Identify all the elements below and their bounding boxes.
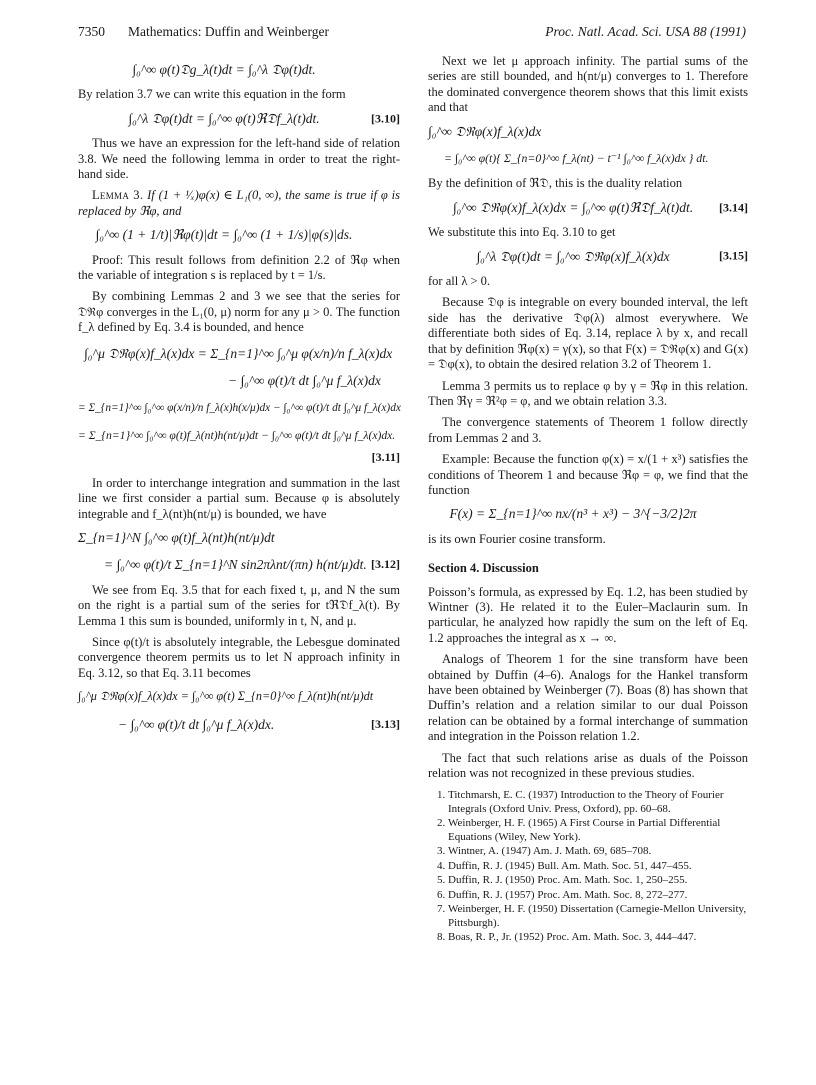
lemma-3: [78, 188, 400, 219]
equation-tag: [3.11]: [371, 450, 400, 465]
equation-3-10: ∫₀^λ 𝔇φ(t)dt = ∫₀^∞ φ(t)ℜ𝔇f_λ(t)dt. [3.10]: [128, 110, 400, 126]
equation-3-13: [78, 689, 400, 732]
reference-item: 7. Weinberger, H. F. (1950) Dissertation (Carnegie-Mellon University, Pittsburgh).: [448, 903, 748, 930]
equation-line: Σ_{n=1}^N ∫₀^∞ φ(t)f_λ(nt)h(nt/μ)dt: [78, 529, 275, 545]
paragraph: Next we let μ approach infinity. The partial sums of the series are still bounded, and h(nt/μ) converges to 1. Therefore the dominated convergence theorem shows that this limit exists and that: [428, 54, 748, 115]
equation-lemma-3: ∫₀^∞ (1 + 1/t)|ℜφ(t)|dt = ∫₀^∞ (1 + 1/s)|φ(s)|ds.: [95, 227, 353, 243]
equation-line: = Σ_{n=1}^∞ ∫₀^∞ φ(x/n)/n f_λ(x)h(x/μ)dx − ∫₀^∞ φ(t)/t dt ∫₀^μ f_λ(x)dx: [78, 401, 401, 414]
equation-example: F(x) = Σ_{n=1}^∞ nx/(n³ + x³) − 3^{−3/2}2π: [449, 506, 697, 522]
equation-line: = ∫₀^∞ φ(t){ Σ_{n=0}^∞ f_λ(nt) − t⁻¹ ∫₀^∞ f_λ(x)dx } dt.: [444, 151, 709, 166]
paragraph: The convergence statements of Theorem 1 follow directly from Lemmas 2 and 3.: [428, 415, 748, 445]
equation-unnumbered: [428, 124, 748, 167]
equation-line: = ∫₀^∞ φ(t)/t Σ_{n=1}^N sin2πλnt/(πn) h(nt/μ)dt.: [104, 557, 367, 573]
proof: Proof: This result follows from definition 2.2 of ℜφ when the variable of integration s is replaced by t = 1/s.: [78, 252, 400, 283]
paragraph: Because 𝔇φ is integrable on every bounded interval, the left side has the derivative 𝔇φ(λ) almost everywhere. We differentiate both sides of Eq. 3.14, replace λ by x, and recall that by definition ℜφ(x) = γ(x), so that F(x) = 𝔇ℜφ(x) and G(x) = 𝔇φ(x), to obtain the desired relation 3.2 of Theorem 1.: [428, 295, 748, 372]
paragraph: We substitute this into Eq. 3.10 to get: [428, 225, 616, 240]
equation-line: ∫₀^μ 𝔇ℜφ(x)f_λ(x)dx = Σ_{n=1}^∞ ∫₀^μ φ(x/n)/n f_λ(x)dx: [84, 345, 393, 361]
reference-item: 4. Duffin, R. J. (1945) Bull. Am. Math. Soc. 51, 447–455.: [448, 860, 748, 874]
equation-tag: [3.15]: [719, 248, 748, 263]
paragraph: is its own Fourier cosine transform.: [428, 531, 606, 546]
lemma-body: If (1 + ¹⁄ₓ)φ(x) ∈ L₁(0, ∞), the same is true if φ is replaced by ℜφ, and: [78, 188, 400, 218]
reference-list: [428, 789, 748, 945]
page-header: [78, 24, 746, 46]
reference-item: 3. Wintner, A. (1947) Am. J. Math. 69, 685–708.: [448, 845, 748, 859]
paragraph: for all λ > 0.: [428, 274, 491, 289]
equation-3-14: ∫₀^∞ 𝔇ℜφ(x)f_λ(x)dx = ∫₀^∞ φ(t)ℜ𝔇f_λ(t)dt. [3.14]: [452, 199, 748, 215]
paragraph: Thus we have an expression for the left-hand side of relation 3.8. We need the following lemma in order to treat the right-hand side.: [78, 136, 400, 182]
left-column: [78, 54, 400, 742]
paragraph: By the definition of ℜ𝔇, this is the duality relation: [428, 176, 683, 191]
paragraph: Example: Because the function φ(x) = x/(1 + x³) satisfies the conditions of Theorem 1 and because ℜφ = φ, we find that the function: [428, 452, 748, 497]
reference-item: 1. Titchmarsh, E. C. (1937) Introduction to the Theory of Fourier Integrals (Oxford Univ. Press, Oxford), pp. 60–68.: [448, 789, 748, 816]
paragraph: By relation 3.7 we can write this equation in the form: [78, 87, 346, 102]
reference-item: 6. Duffin, R. J. (1957) Proc. Am. Math. Soc. 8, 272–277.: [448, 889, 748, 903]
equation-line: = Σ_{n=1}^∞ ∫₀^∞ φ(t)f_λ(nt)h(nt/μ)dt − ∫₀^∞ φ(t)/t dt ∫₀^μ f_λ(x)dx.: [78, 428, 396, 442]
equation-top: ∫₀^∞ φ(t)𝔇g_λ(t)dt = ∫₀^λ 𝔇φ(t)dt.: [132, 62, 316, 77]
page-number: 7350: [78, 24, 105, 39]
equation-line: ∫₀^μ 𝔇ℜφ(x)f_λ(x)dx = ∫₀^∞ φ(t) Σ_{n=0}^∞ f_λ(nt)h(nt/μ)dt: [78, 689, 374, 704]
equation-line: − ∫₀^∞ φ(t)/t dt ∫₀^μ f_λ(x)dx: [228, 373, 381, 389]
running-title-right: Proc. Natl. Acad. Sci. USA 88 (1991): [545, 24, 746, 39]
reference-item: 5. Duffin, R. J. (1950) Proc. Am. Math. Soc. 1, 250–255.: [448, 874, 748, 888]
paragraph: By combining Lemmas 2 and 3 we see that the series for 𝔇ℜφ converges in the L₁(0, μ) norm for any μ > 0. The function f_λ defined by Eq. 3.4 is bounded, and hence: [78, 289, 400, 335]
equation-3-11: [78, 346, 400, 466]
paragraph: Lemma 3 permits us to replace φ by γ = ℜφ in this relation. Then ℜγ = ℜ²φ = φ, and we obtain relation 3.3.: [428, 378, 748, 408]
running-title-left: Mathematics: Duffin and Weinberger: [128, 24, 329, 39]
equation-3-15: ∫₀^λ 𝔇φ(t)dt = ∫₀^∞ 𝔇ℜφ(x)f_λ(x)dx [3.15]: [476, 248, 748, 264]
lemma-heading: Lemma 3.: [92, 188, 144, 203]
paragraph: Poisson’s formula, as expressed by Eq. 1.2, has been studied by Wintner (3). He related it to the Euler–Maclaurin sum. In particular, he analyzed how rapidly the sum on the left of Eq. 1.2 approaches the integral as x → ∞.: [428, 584, 748, 645]
equation-3-12: [78, 530, 400, 573]
equation-line: ∫₀^∞ 𝔇ℜφ(x)f_λ(x)dx: [428, 123, 542, 139]
paragraph: The fact that such relations arise as duals of the Poisson relation was not recognized in these previous studies.: [428, 750, 748, 781]
right-column: [428, 54, 748, 946]
reference-item: 8. Boas, R. P., Jr. (1952) Proc. Am. Math. Soc. 3, 444–447.: [448, 931, 748, 945]
paragraph: We see from Eq. 3.5 that for each fixed t, μ, and N the sum on the right is a partial sum of the series for tℜ𝔇f_λ(t). By Lemma 1 this sum is bounded, uniformly in t, N, and μ.: [78, 582, 400, 628]
paragraph: Since φ(t)/t is absolutely integrable, the Lebesgue dominated convergence theorem permits us to let N approach infinity in Eq. 3.12, so that Eq. 3.11 becomes: [78, 634, 400, 680]
equation-tag: [3.12]: [371, 557, 400, 572]
equation-line: − ∫₀^∞ φ(t)/t dt ∫₀^μ f_λ(x)dx.: [118, 716, 275, 732]
equation-tag: [3.14]: [719, 199, 748, 214]
paragraph: In order to interchange integration and summation in the last line we first consider a partial sum. Because φ is absolutely integrable and f_λ(nt)h(nt/μ) is bounded, we have: [78, 475, 400, 521]
equation-tag: [3.10]: [371, 110, 400, 125]
reference-item: 2. Weinberger, H. F. (1965) A First Course in Partial Differential Equations (Wiley, New York).: [448, 817, 748, 844]
equation-tag: [3.13]: [371, 716, 400, 731]
section-heading: Section 4. Discussion: [428, 561, 539, 576]
paragraph: Analogs of Theorem 1 for the sine transform have been obtained by Duffin (4–6). Analogs for the Hankel transform have been obtained by Weinberger (7). Boas (8) has shown that Duffin’s relation and a relation similar to our dual Poisson relation can be obtained by a formal interchange of summation and integration in the Poisson relation 1.2.: [428, 652, 748, 744]
